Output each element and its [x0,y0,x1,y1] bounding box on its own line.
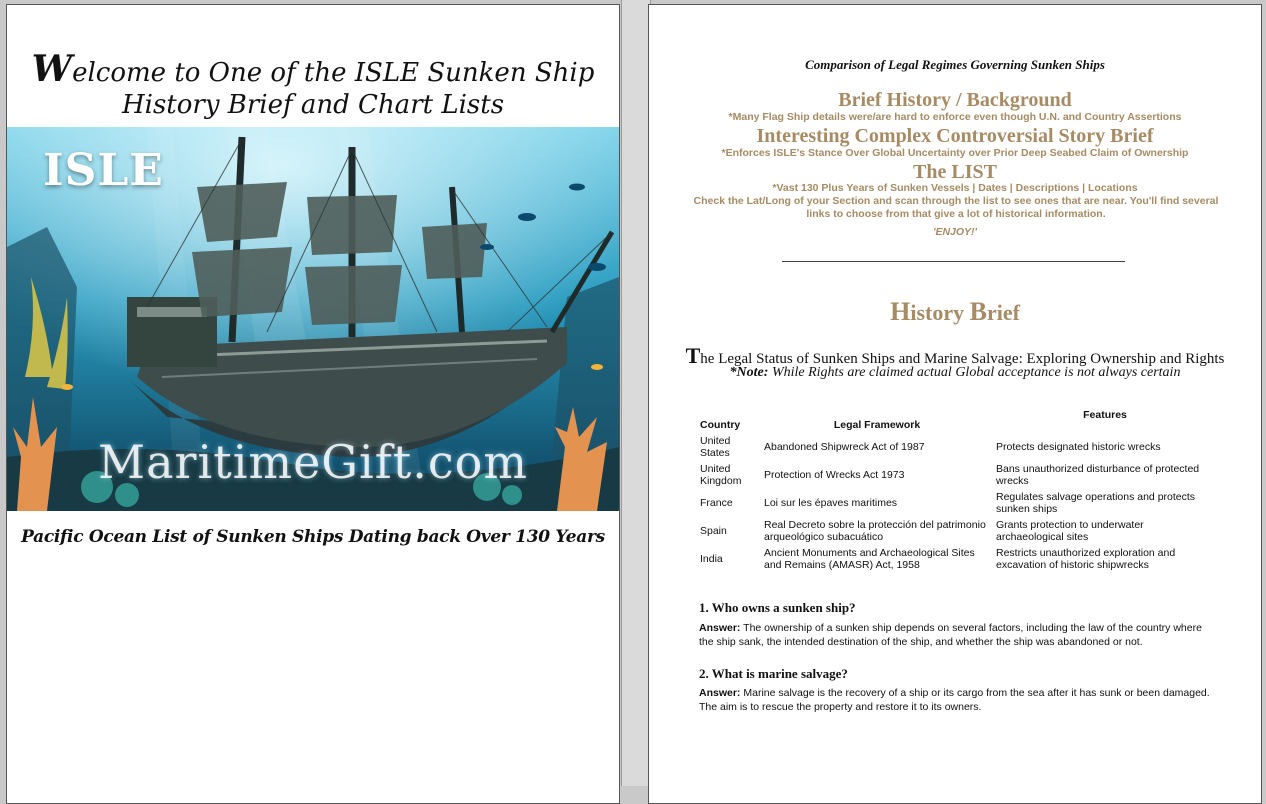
section-title-list: The LIST [913,161,997,183]
cell-framework: Protection of Wrecks Act 1973 [764,468,905,481]
cell-features: Bans unauthorized disturbance of protected wrecks [996,462,1200,487]
legal-regimes-table [697,407,1217,573]
cell-framework: Ancient Monuments and Archaeological Sites and Remains (AMASR) Act, 1958 [764,546,975,571]
faq-question-2: 2. What is marine salvage? [699,666,848,681]
cell-framework: Real Decreto sobre la protección del patrimonio arqueológico subacuático [764,518,986,543]
list-instructions: Check the Lat/Long of your Section and scan through the list to see ones that are near. You'll find several links to choose from that give a lot of historical information. [693,195,1219,220]
cell-framework: Abandoned Shipwreck Act of 1987 [764,440,925,453]
header-features: Features [1083,409,1127,421]
cell-features: Grants protection to underwater archaeological sites [996,518,1144,543]
table-row [697,461,1217,489]
cell-framework: Loi sur les épaves maritimes [764,496,898,509]
history-title-istory: istory [910,300,970,325]
cell-country: United Kingdom [700,462,742,487]
cell-features: Restricts unauthorized exploration and excavation of historic shipwrecks [996,546,1176,571]
faq-answer-label: Answer: [699,622,741,634]
faq-answer-1 [699,621,1219,649]
table-row [697,489,1217,517]
legal-title-text: he Legal Status of Sunken Ships and Marine Salvage: Exploring Ownership and Rights [700,351,1225,367]
document-heading: Comparison of Legal Regimes Governing Sunken Ships [805,57,1105,72]
faq-answer-text: The ownership of a sunken ship depends on several factors, including the law of the country where the ship sank, the intended destination of the ship, and whether the ship was abandoned or not. [699,622,1202,648]
history-title-rief: rief [986,300,1020,325]
cover-title-line2: History Brief and Chart Lists [121,90,505,120]
history-brief-page [648,4,1262,804]
cover-title-initial: W [31,48,73,90]
cover-title [7,48,619,121]
header-legal-framework: Legal Framework [833,419,921,431]
faq-answer-text: Marine salvage is the recovery of a ship or its cargo from the sea after it has sunk or been damaged. The aim is to rescue the property and restore it to its owners. [699,687,1210,713]
cell-country: United States [700,434,731,459]
legal-note-text: While Rights are claimed actual Global acceptance is not always certain [768,365,1181,380]
history-title-b: B [969,297,987,326]
isle-image-label: ISLE [43,145,164,196]
legal-note [649,365,1261,381]
enjoy-note: 'ENJOY!' [932,226,978,238]
faq-answer-label: Answer: [699,687,741,699]
cell-country: France [700,496,733,509]
section-note-list: *Vast 130 Plus Years of Sunken Vessels | Dates | Descriptions | Locations [772,182,1138,194]
history-brief-title [649,297,1261,327]
table-row [697,545,1217,573]
section-title-story: Interesting Complex Controversial Story Brief [756,125,1154,147]
cell-country: India [700,552,723,565]
header-country: Country [700,419,741,431]
section-note-background: *Many Flag Ship details were/are hard to enforce even though U.N. and Country Assertions [728,111,1182,123]
cover-page [6,4,620,804]
cell-country: Spain [700,524,727,537]
table-row [697,517,1217,545]
maritimegift-watermark: MaritimeGift.com [98,435,528,489]
table-row [697,433,1217,461]
page-gap [621,0,651,786]
history-title-h: H [890,297,911,326]
cover-title-line1: elcome to One of the ISLE Sunken Ship [72,58,595,88]
legal-title-dropcap: T [685,343,701,368]
section-note-story: *Enforces ISLE's Stance Over Global Uncertainty over Prior Deep Seabed Claim of Ownership [721,147,1189,159]
faq-question-1: 1. Who owns a sunken ship? [699,600,856,615]
cell-features: Regulates salvage operations and protects sunken ships [996,490,1196,515]
table-header-row [697,407,1217,433]
cell-features: Protects designated historic wrecks [996,440,1161,453]
shipwreck-image [7,127,619,511]
cover-subtitle: Pacific Ocean List of Sunken Ships Dating back Over 130 Years [21,527,605,547]
legal-note-label: *Note: [729,365,769,380]
faq-answer-2 [699,686,1219,714]
section-title-background: Brief History / Background [838,89,1072,111]
section-divider [782,261,1125,262]
